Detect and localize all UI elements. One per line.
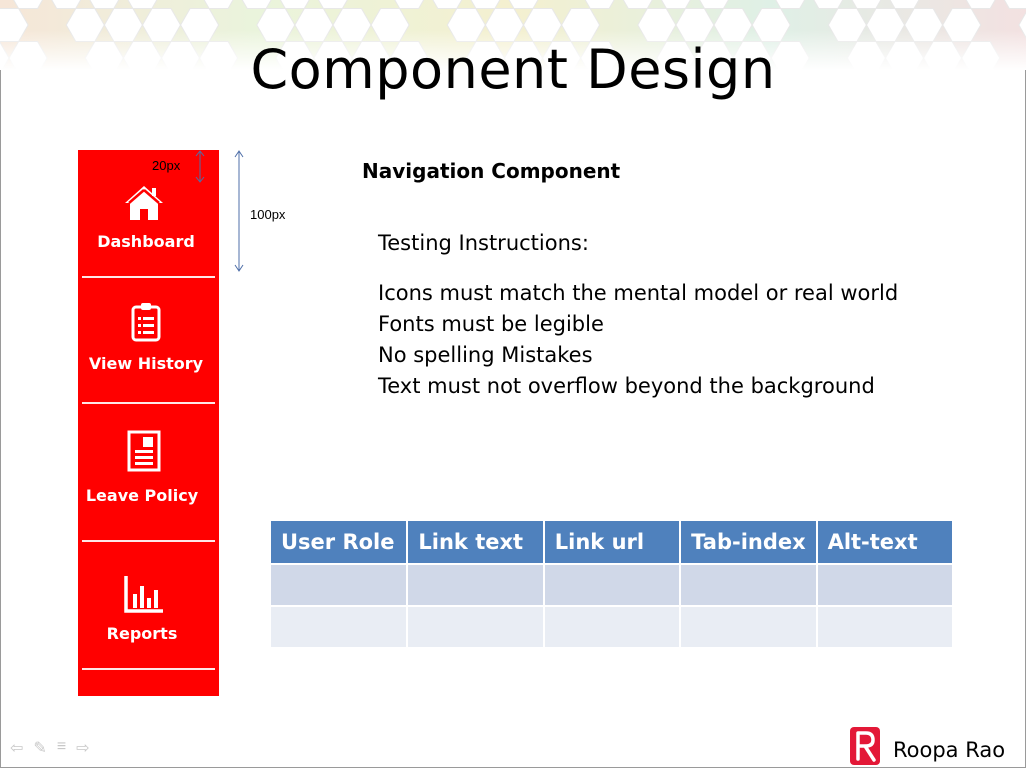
table-cell	[407, 606, 543, 647]
nav-item-label: Reports	[106, 624, 178, 643]
table-cell	[271, 606, 407, 647]
previous-slide-icon[interactable]: ⇦	[10, 740, 24, 757]
nav-item-label: View History	[88, 354, 204, 373]
document-icon	[127, 430, 161, 472]
author-logo-icon	[850, 727, 880, 765]
nav-item-leave-policy[interactable]	[78, 404, 219, 540]
instructions-list	[378, 278, 898, 402]
navigation-sidebar	[78, 150, 219, 696]
testing-instructions-heading: Testing Instructions:	[378, 231, 589, 255]
column-header-tab-index: Tab-index	[680, 521, 816, 564]
column-header-link-text: Link text	[407, 521, 543, 564]
nav-links-table	[271, 521, 954, 647]
home-icon	[123, 184, 165, 222]
table-header-row	[271, 521, 953, 564]
table-cell	[680, 606, 816, 647]
column-header-alt-text: Alt-text	[817, 521, 953, 564]
slide-title: Component Design	[250, 38, 776, 101]
nav-item-label: Dashboard	[97, 232, 195, 251]
table-cell	[544, 606, 680, 647]
author-name: Roopa Rao	[893, 738, 1006, 762]
table-row	[271, 606, 953, 647]
instruction-item: Text must not overflow beyond the background	[378, 374, 875, 398]
menu-icon[interactable]: ≡	[56, 738, 67, 755]
bar-chart-icon	[123, 574, 165, 614]
nav-divider	[82, 668, 215, 670]
pen-icon[interactable]: ✎	[33, 740, 47, 757]
item-height-label: 100px	[250, 207, 286, 222]
column-header-link-url: Link url	[544, 521, 680, 564]
top-padding-label: 20px	[152, 158, 181, 173]
clipboard-list-icon	[131, 302, 161, 342]
nav-item-reports[interactable]	[78, 542, 219, 670]
table-cell	[271, 564, 407, 606]
column-header-user-role: User Role	[271, 521, 407, 564]
nav-item-dashboard[interactable]	[78, 150, 219, 278]
instruction-item: Icons must match the mental model or real world	[378, 281, 899, 305]
table-cell	[817, 564, 953, 606]
nav-item-label: Leave Policy	[85, 486, 199, 505]
nav-item-view-history[interactable]	[78, 278, 219, 404]
navigation-component-heading: Navigation Component	[362, 159, 621, 183]
table-row	[271, 564, 953, 606]
table-cell	[680, 564, 816, 606]
slide-navigation-controls	[10, 738, 90, 758]
table-cell	[817, 606, 953, 647]
instruction-item: Fonts must be legible	[378, 312, 604, 336]
table-cell	[407, 564, 543, 606]
instruction-item: No spelling Mistakes	[378, 343, 593, 367]
table-cell	[544, 564, 680, 606]
next-slide-icon[interactable]: ⇨	[76, 740, 90, 757]
